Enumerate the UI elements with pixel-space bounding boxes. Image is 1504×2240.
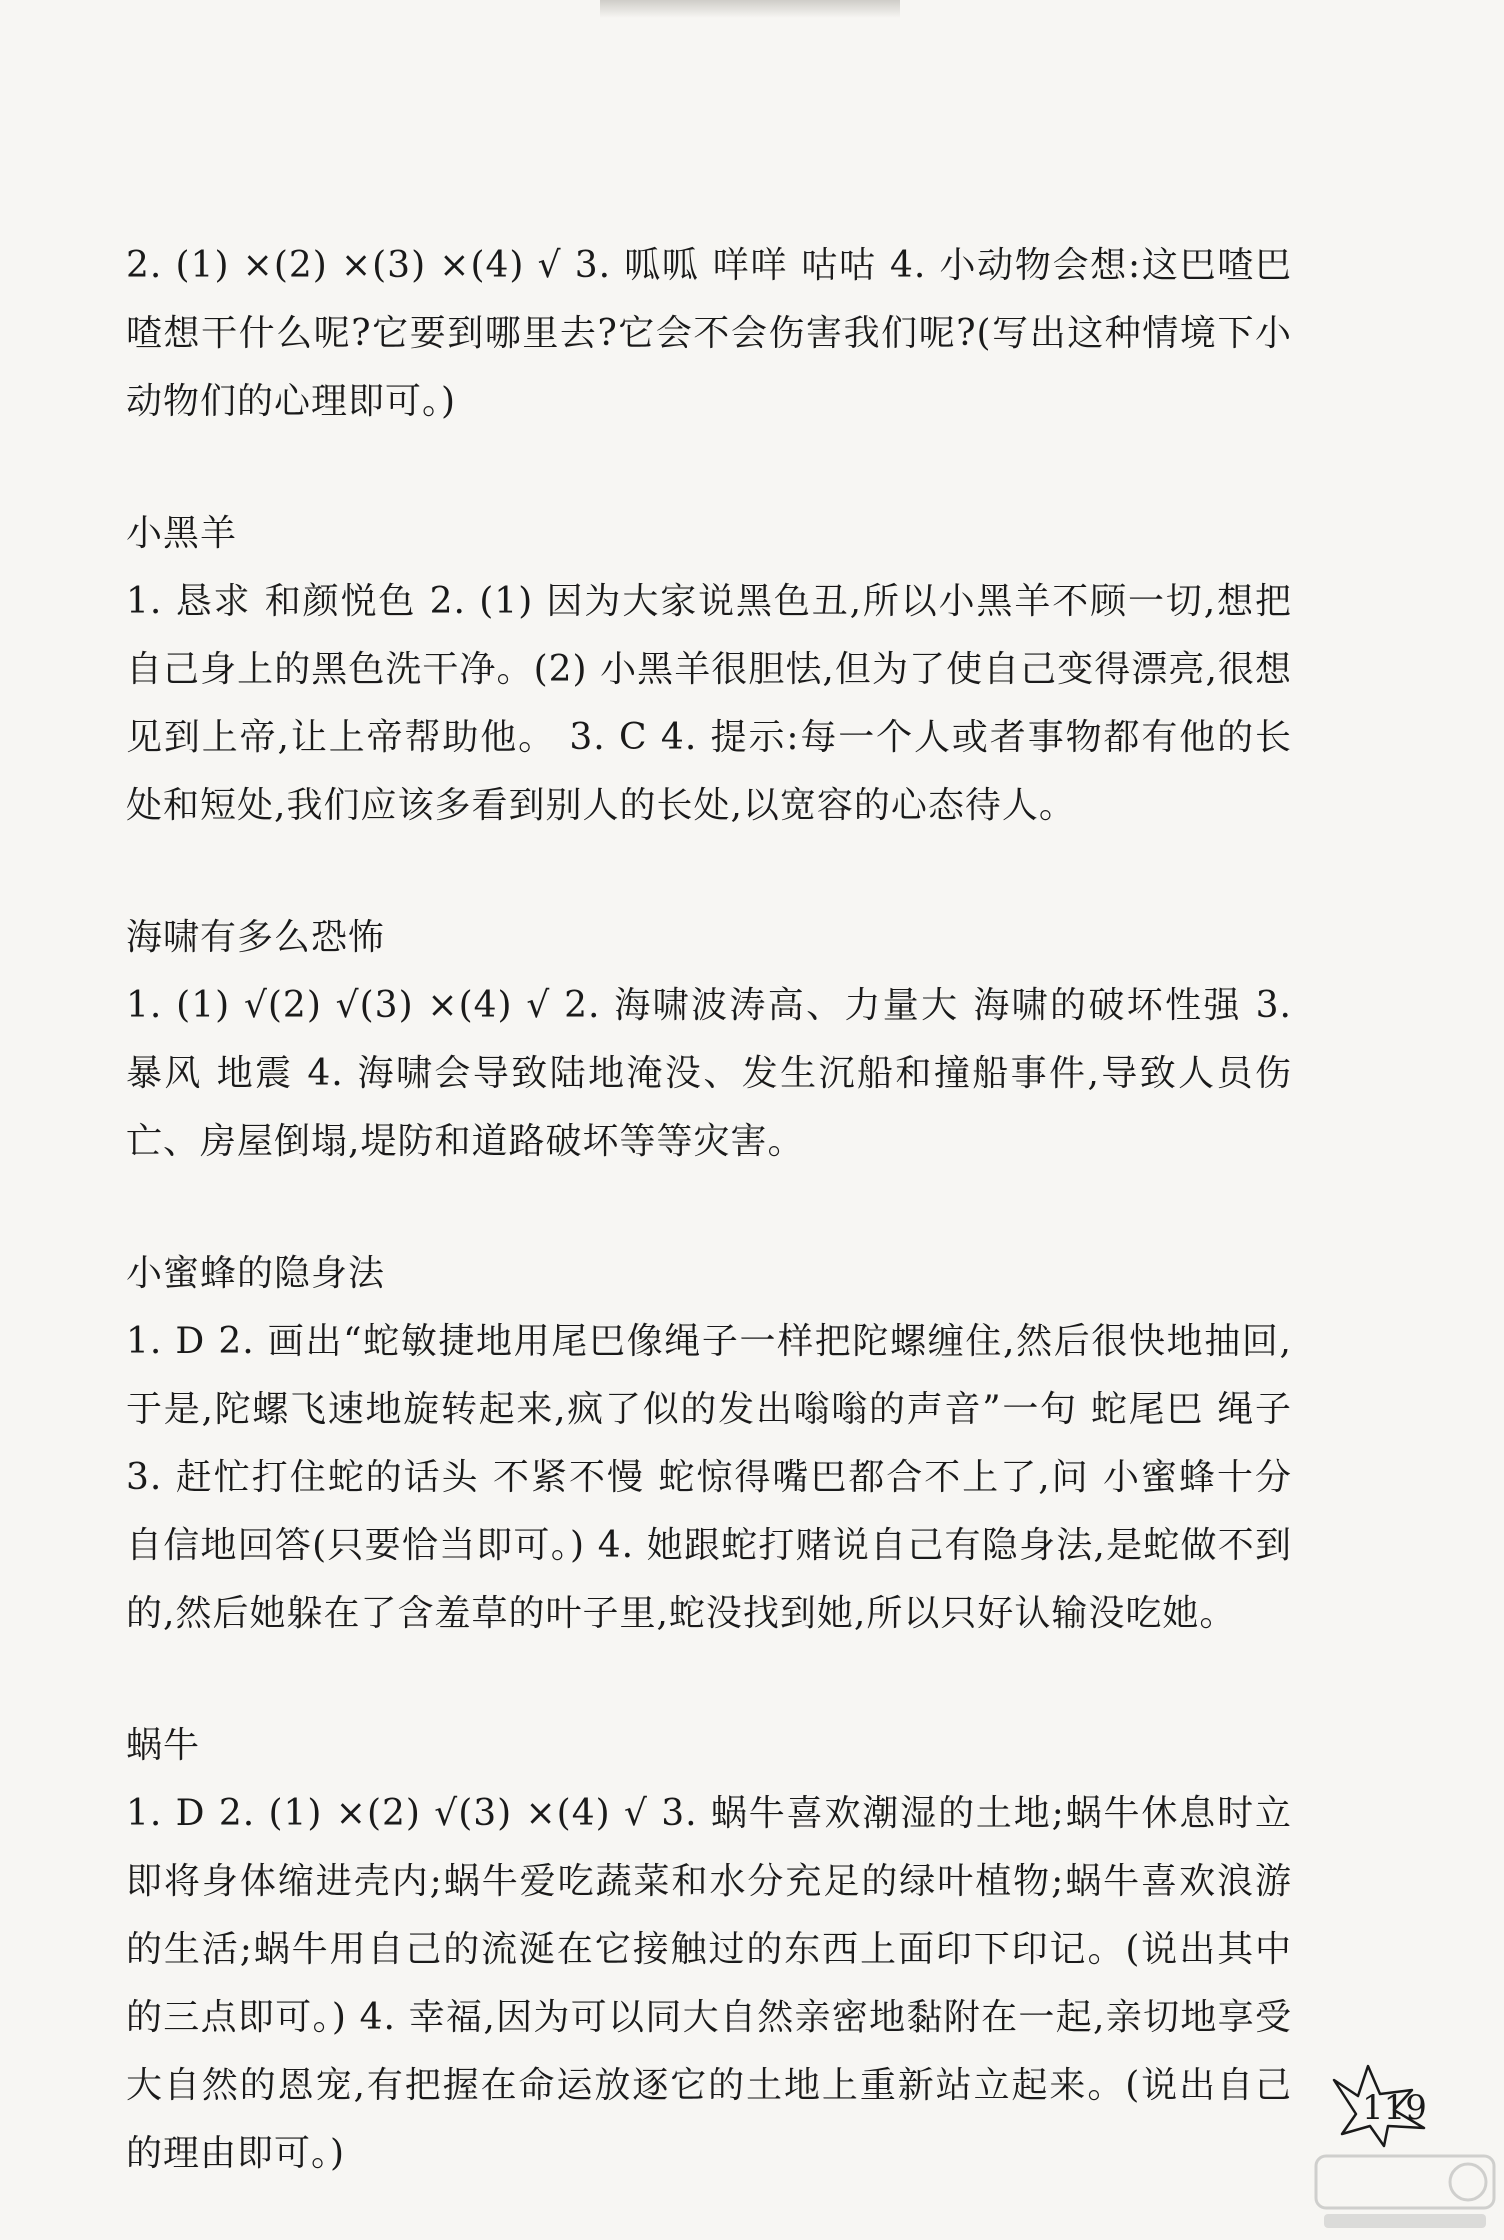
section-body: 1. 恳求 和颜悦色 2. (1) 因为大家说黑色丑,所以小黑羊不顾一切,想把自己身上的黑色洗干净。(2) 小黑羊很胆怯,但为了使自己变得漂亮,很想见到上帝,让上帝帮助他。 3. C 4. 提示:每一个人或者事物都有他的长处和短处,我们应该多看到别人的长处,以宽容的心态待人。 (126, 581, 1292, 826)
section-xiaoheiyang (126, 500, 1292, 840)
section-title: 小黑羊 (126, 513, 238, 554)
section-xiaomifeng (126, 1240, 1292, 1648)
section-title: 小蜜蜂的隐身法 (126, 1253, 386, 1294)
page-number: 119 (1362, 2088, 1427, 2128)
section-haixiao (126, 904, 1292, 1176)
section-woniu (126, 1712, 1292, 2188)
section-title: 蜗牛 (126, 1725, 201, 1766)
section-body: 1. D 2. 画出“蛇敏捷地用尾巴像绳子一样把陀螺缠住,然后很快地抽回,于是,陀螺飞速地旋转起来,疯了似的发出嗡嗡的声音”一句 蛇尾巴 绳子 3. 赶忙打住蛇的话头 不紧不慢 蛇惊得嘴巴都合不上了,问 小蜜蜂十分自信地回答(只要恰当即可。) 4. 她跟蛇打赌说自己有隐身法,是蛇做不到的,然后她躲在了含羞草的叶子里,蛇没找到她,所以只好认输没吃她。 (126, 1321, 1292, 1634)
section-body: 1. (1) √(2) √(3) ×(4) √ 2. 海啸波涛高、力量大 海啸的破坏性强 3. 暴风 地震 4. 海啸会导致陆地淹没、发生沉船和撞船事件,导致人员伤亡、房屋倒塌,堤防和道路破坏等等灾害。 (126, 985, 1292, 1162)
section-title: 海啸有多么恐怖 (126, 917, 386, 958)
section-body: 1. D 2. (1) ×(2) √(3) ×(4) √ 3. 蜗牛喜欢潮湿的土地;蜗牛休息时立即将身体缩进壳内;蜗牛爱吃蔬菜和水分充足的绿叶植物;蜗牛喜欢浪游的生活;蜗牛用自己的流涎在它接触过的东西上面印下印记。(说出其中的三点即可。) 4. 幸福,因为可以同大自然亲密地黏附在一起,亲切地享受大自然的恩宠,有把握在命运放逐它的土地上重新站立起来。(说出自己的理由即可。) (126, 1793, 1292, 2174)
page-number-badge (1328, 2060, 1438, 2150)
answer-content (126, 232, 1292, 2188)
scan-edge-mark (600, 0, 900, 18)
intro-paragraph: 2. (1) ×(2) ×(3) ×(4) √ 3. 呱呱 咩咩 咕咕 4. 小动物会想:这巴喳巴喳想干什么呢?它要到哪里去?它会不会伤害我们呢?(写出这种情境下小动物们的心理即可。) (126, 245, 1292, 422)
watermark-logo (1310, 2150, 1500, 2236)
